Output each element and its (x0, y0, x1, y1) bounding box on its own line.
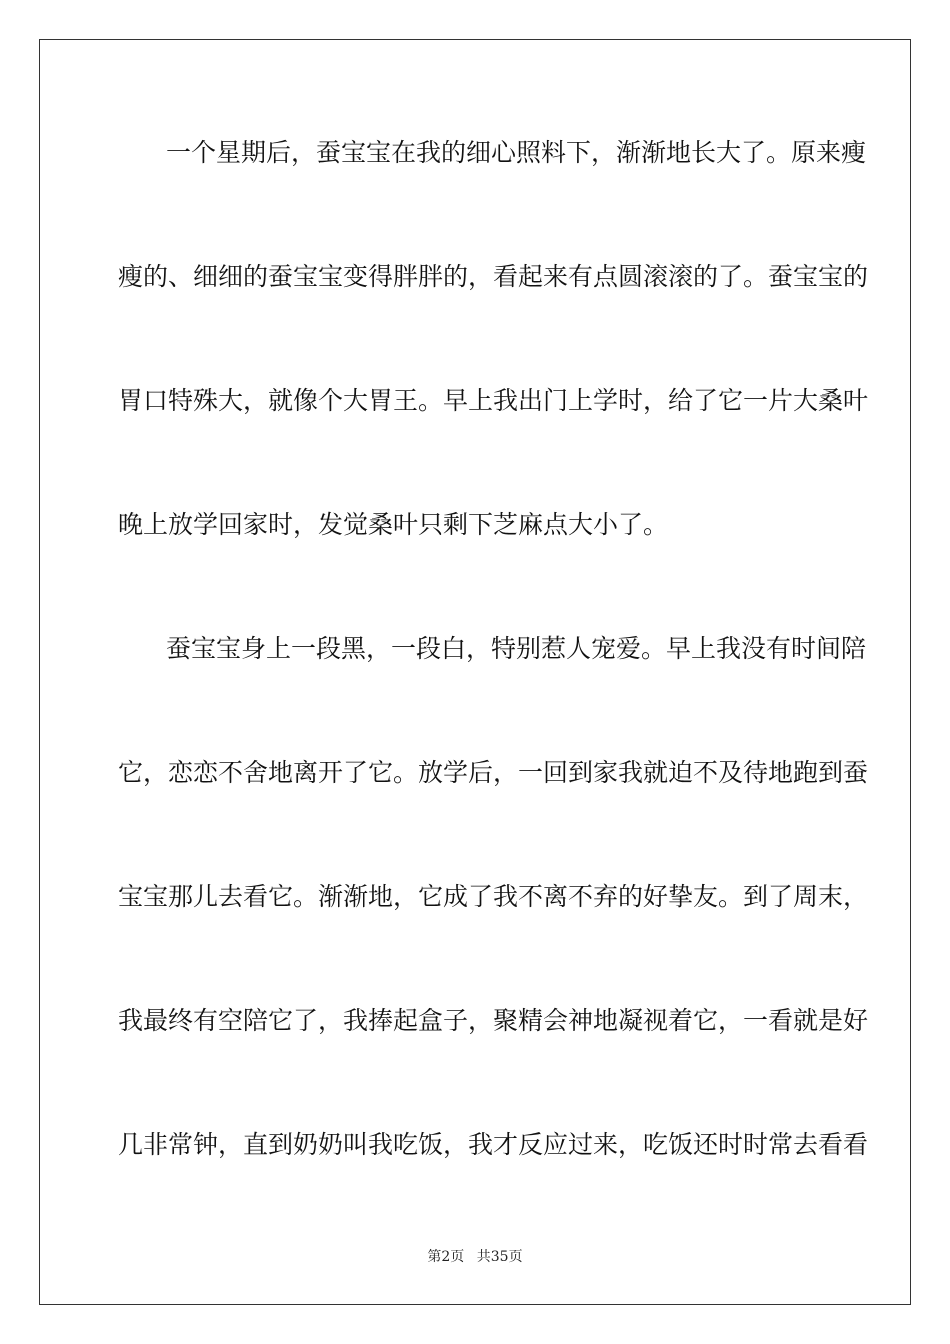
paragraph-2-line-5: 几非常钟，直到奶奶叫我吃饭，我才反应过来，吃饭还时时常去看看 (118, 1130, 869, 1159)
total-pages: 共35页 (476, 1249, 523, 1265)
page-number: 第2页 (427, 1249, 465, 1265)
paragraph-2-line-2: 它，恋恋不舍地离开了它。放学后，一回到家我就迫不及待地跑到蚕 (118, 758, 869, 787)
paragraph-1-line-2: 瘦的、细细的蚕宝宝变得胖胖的，看起来有点圆滚滚的了。蚕宝宝的 (118, 262, 869, 291)
paragraph-1-line-3: 胃口特殊大，就像个大胃王。早上我出门上学时，给了它一片大桑叶 (118, 386, 869, 415)
paragraph-2-line-3: 宝宝那儿去看它。渐渐地，它成了我不离不弃的好挚友。到了周末， (118, 882, 869, 911)
paragraph-2-line-4: 我最终有空陪它了，我捧起盒子，聚精会神地凝视着它，一看就是好 (118, 1006, 869, 1035)
paragraph-1-line-4: 晚上放学回家时，发觉桑叶只剩下芝麻点大小了。 (118, 510, 669, 539)
paragraph-1-line-1: 一个星期后，蚕宝宝在我的细心照料下，渐渐地长大了。原来瘦 (166, 138, 867, 167)
page-frame (39, 39, 911, 1305)
page-footer (0, 1248, 950, 1266)
paragraph-2-line-1: 蚕宝宝身上一段黑，一段白，特别惹人宠爱。早上我没有时间陪 (166, 634, 867, 663)
